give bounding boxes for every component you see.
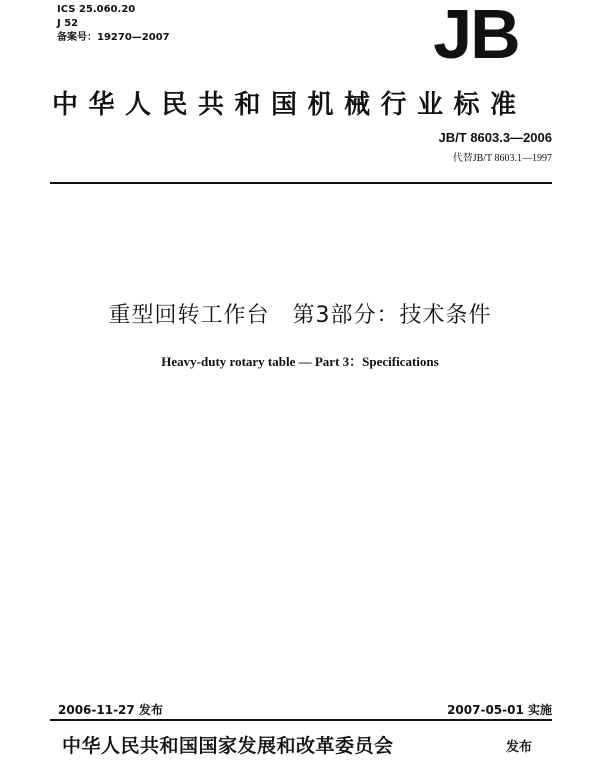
document-title-chinese: 重型回转工作台 第3部分：技术条件 — [108, 303, 492, 328]
issuing-authority: 中华人民共和国国家发展和改革委员会 — [62, 735, 394, 757]
implementation-date: 2007-05-01 实施 — [447, 703, 552, 717]
issuing-authority-suffix: 发布 — [506, 740, 533, 755]
top-divider — [50, 182, 552, 184]
classification-code: J 52 — [57, 18, 79, 29]
bottom-divider — [50, 719, 552, 721]
issue-date: 2006-11-27 发布 — [58, 703, 163, 717]
jb-logo — [402, 2, 550, 64]
standard-category: 中华人民共和国机械行业标准 — [52, 90, 527, 120]
filing-number: 备案号：19270—2007 — [57, 32, 170, 43]
jb-logo-text: JB — [433, 2, 519, 64]
ics-code: ICS 25.060.20 — [57, 4, 136, 15]
standard-number: JB/T 8603.3—2006 — [438, 130, 552, 145]
replaced-standard: 代替JB/T 8603.1—1997 — [452, 153, 552, 164]
document-title-english: Heavy-duty rotary table — Part 3：Specifications — [161, 354, 439, 369]
